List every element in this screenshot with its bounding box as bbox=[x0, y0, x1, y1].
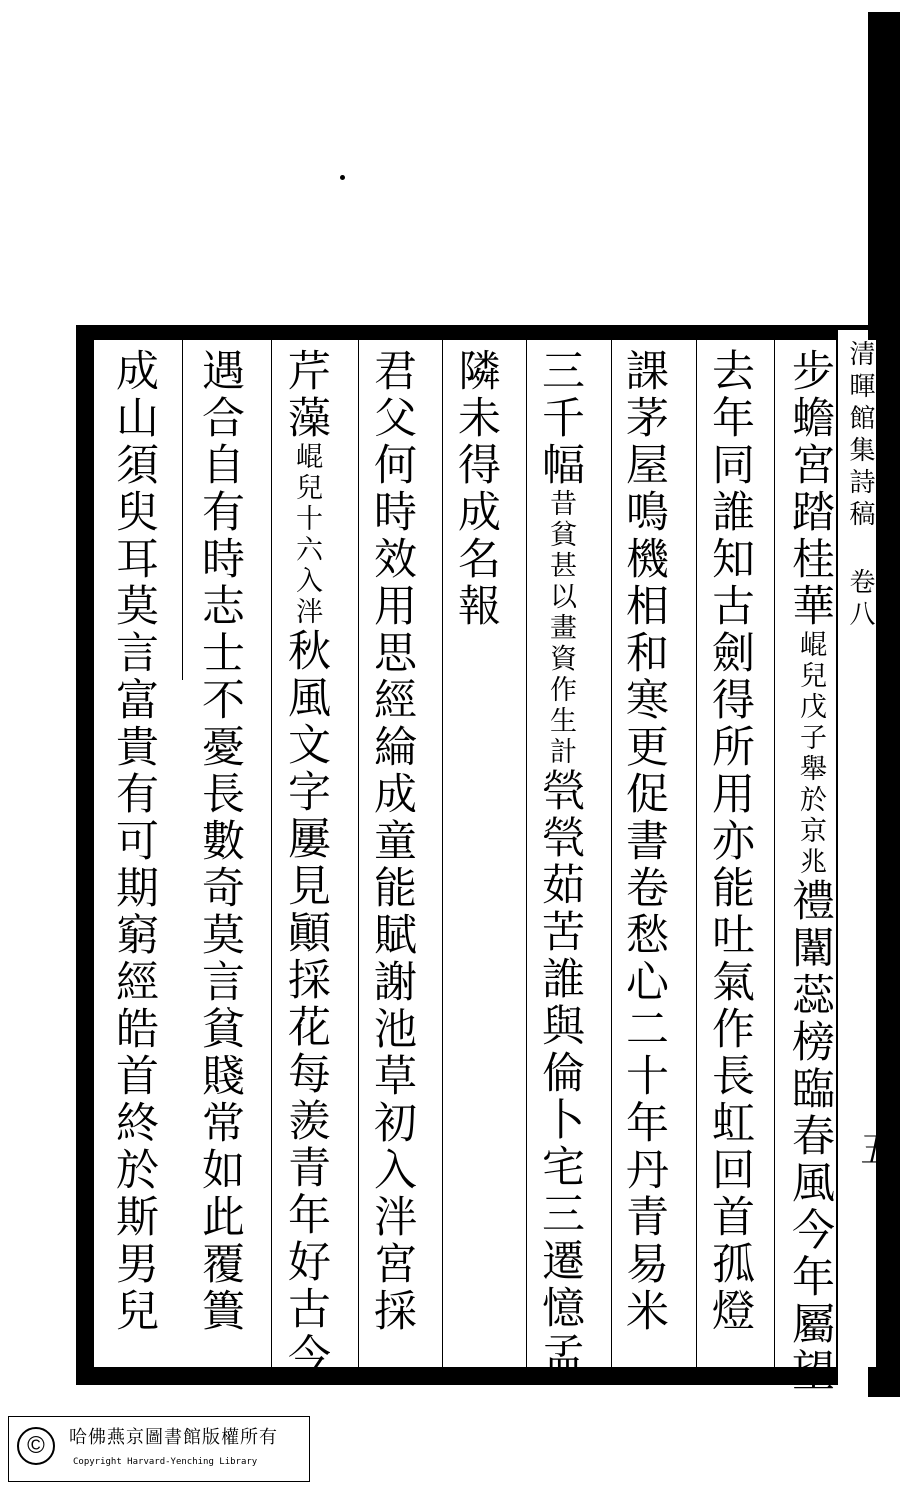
text-block bbox=[94, 340, 876, 1395]
text-column-5 bbox=[450, 348, 502, 1358]
column-annotation: 崐兒戊子舉於京兆 bbox=[795, 630, 826, 878]
column-rule bbox=[774, 340, 775, 1367]
text-frame bbox=[76, 325, 876, 1395]
column-rule bbox=[696, 340, 697, 1367]
column-annotation: 崐兒十六入泮 bbox=[291, 442, 322, 628]
copyright-text-en: Copyright Harvard-Yenching Library bbox=[73, 1457, 258, 1467]
column-main: 成山須臾耳莫言富貴有可期窮經皓首終於斯男兒 bbox=[109, 348, 159, 1335]
column-main-continued: 秋風文字屢見顚採花每羨青年好古今 bbox=[281, 628, 331, 1380]
copyright-text-zh: 哈佛燕京圖書館版權所有 bbox=[69, 1427, 278, 1448]
folio-number: 五 bbox=[855, 1130, 896, 1166]
text-column-2 bbox=[704, 348, 756, 1358]
column-main: 君父何時效用思經綸成童能賦謝池草初入泮宮採 bbox=[367, 348, 417, 1335]
text-column-1 bbox=[784, 348, 836, 1395]
copyright-icon: © bbox=[17, 1427, 55, 1465]
column-main: 芹藻 bbox=[281, 348, 331, 442]
text-column-4 bbox=[534, 348, 586, 1379]
column-rule bbox=[442, 340, 443, 1367]
text-column-8 bbox=[194, 348, 246, 1358]
column-main: 隣未得成名報 bbox=[451, 348, 501, 630]
column-main: 課茅屋鳴機相和寒更促書卷愁心二十年丹青易米 bbox=[619, 348, 669, 1335]
column-rule bbox=[526, 340, 527, 1367]
center-margin bbox=[836, 330, 875, 1385]
column-main: 去年同誰知古劍得所用亦能吐氣作長虹回首孤燈 bbox=[705, 348, 755, 1335]
ink-speck bbox=[340, 175, 345, 180]
margin-title: 清暉館集詩稿 卷八 bbox=[845, 340, 875, 632]
text-column-7 bbox=[280, 348, 332, 1380]
column-rule bbox=[611, 340, 612, 1367]
text-column-9 bbox=[108, 348, 160, 1358]
column-main-continued: 禮闈蕊榜臨春風今年屬望 bbox=[785, 878, 835, 1395]
column-annotation: 昔貧甚以畫資作生計 bbox=[545, 489, 576, 768]
text-column-6 bbox=[366, 348, 418, 1358]
column-rule bbox=[358, 340, 359, 1367]
column-rule bbox=[271, 340, 272, 1367]
column-main: 步蟾宮踏桂華 bbox=[785, 348, 835, 630]
column-main-continued: 煢煢茹苦誰與倫卜宅三遷憶孟 bbox=[535, 768, 585, 1379]
copyright-stamp bbox=[8, 1416, 310, 1482]
column-main: 三千幅 bbox=[535, 348, 585, 489]
column-main: 遇合自有時志士不憂長數奇莫言貧賤常如此覆簣 bbox=[195, 348, 245, 1335]
text-column-3 bbox=[618, 348, 670, 1358]
column-rule bbox=[182, 340, 183, 680]
